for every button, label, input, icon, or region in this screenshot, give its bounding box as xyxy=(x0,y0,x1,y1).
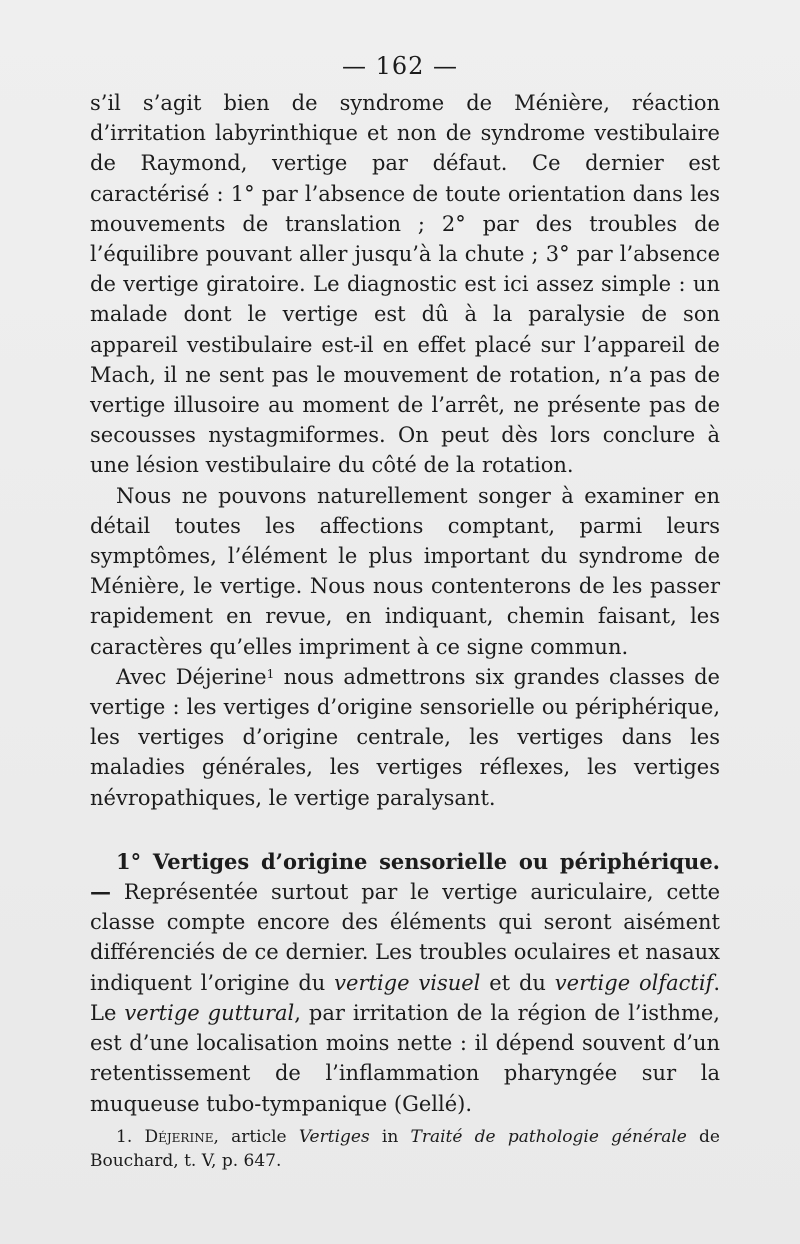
paragraph-4-text-a: Représentée surtout par le vertige auriculaire, cette classe compte encore des éléments qui seront aisément différenciés de ce dernier. Les troubles oculaires et nasaux indiquent l’origine du xyxy=(90,880,720,995)
footnote-number: 1. xyxy=(116,1127,133,1147)
paragraph-3-text-b: nous admettrons six grandes classes de vertige : les vertiges d’origine sensorielle ou périphérique, les vertiges d’origine centrale, les vertiges dans les maladies générales, les vertiges réflexes, les vertiges névropathiques, le vertige paralysant. xyxy=(90,664,720,810)
footnote xyxy=(90,1125,720,1173)
term-vertige-olfactif: vertige olfactif xyxy=(554,970,714,995)
footnote-book-title: Traité de pathologie générale xyxy=(410,1127,687,1147)
paragraph-3-text-a: Avec Déjerine xyxy=(116,664,267,689)
footnote-text-3: de Bouchard, t. V, p. 647. xyxy=(90,1127,720,1171)
paragraph-4-text-b: et du xyxy=(480,970,555,995)
paragraph-1: s’il s’agit bien de syndrome de Ménière, réaction d’irritation labyrinthique et non de syndrome vestibulaire de Raymond, vertige par défaut. Ce dernier est caractérisé : 1° par l’absence de toute orientation dans les mouvements de translation ; 2° par des troubles de l’équilibre pouvant aller jusqu’à la chute ; 3° par l’absence de vertige giratoire. Le diagnostic est ici assez simple : un malade dont le vertige est dû à la paralysie de son appareil vestibulaire est-il en effet placé sur l’appareil de Mach, il ne sent pas le mouvement de rotation, n’a pas de vertige illusoire au moment de l’arrêt, ne présente pas de secousses nystagmiformes. On peut dès lors conclure à une lésion vestibulaire du côté de la rotation. xyxy=(90,91,720,478)
section-heading: 1° Vertiges d’origine sensorielle ou périphérique. — xyxy=(90,848,720,905)
paragraph-4-text-c: . Le xyxy=(90,970,721,1025)
paragraph-4 xyxy=(90,847,720,1119)
paragraph-3 xyxy=(90,662,720,813)
body-text xyxy=(90,88,720,1119)
footnote-article-title: Vertiges xyxy=(298,1127,370,1147)
paragraph-2: Nous ne pouvons naturellement songer à examiner en détail toutes les affections comptant, parmi leurs symptômes, l’élément le plus important du syndrome de Ménière, le vertige. Nous nous contenterons de les passer rapidement en revue, en indiquant, chemin faisant, les caractères qu’elles impriment à ce signe commun. xyxy=(90,483,720,659)
footnote-text-1: , article xyxy=(213,1127,299,1147)
term-vertige-guttural: vertige guttural xyxy=(124,1000,295,1025)
page-number: — 162 — xyxy=(341,52,459,80)
term-vertige-visuel: vertige visuel xyxy=(334,970,481,995)
footnote-reference: 1 xyxy=(266,666,275,681)
footnote-text-2: in xyxy=(369,1127,411,1147)
paragraph-4-text-d: , par irritation de la région de l’isthme, est d’une localisation moins nette : il dépend souvent d’un retentissement de l’inflammation pharyngée sur la muqueuse tubo-tympanique (Gellé). xyxy=(90,1000,720,1116)
footnote-author: Déjerine xyxy=(144,1127,214,1147)
